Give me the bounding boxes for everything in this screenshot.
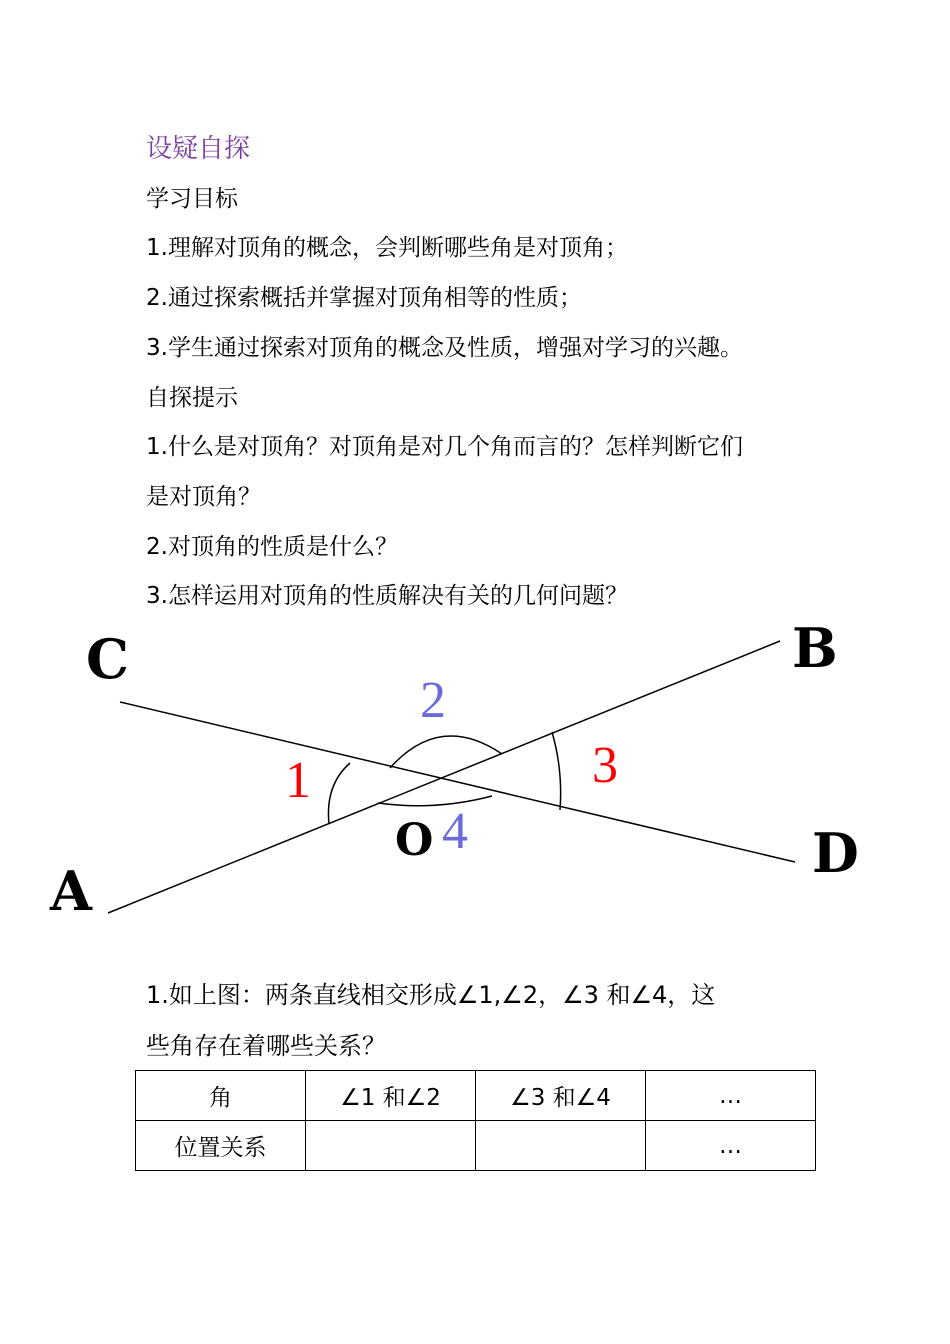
- angle-label-4: 4: [442, 803, 468, 860]
- question-line-1: 1.如上图：两条直线相交形成∠1,∠2，∠3 和∠4，这: [146, 981, 716, 1009]
- angle-1-arc: [328, 763, 350, 824]
- table-cell: ∠1 和∠2: [306, 1071, 476, 1121]
- table-cell: …: [646, 1121, 816, 1171]
- angle-label-1: 1: [285, 752, 311, 809]
- point-label-c: C: [86, 627, 129, 691]
- table-row: [136, 1121, 816, 1171]
- table-cell[interactable]: [476, 1121, 646, 1171]
- hint-item-1-cont: 是对顶角？: [146, 484, 261, 510]
- hint-item-3: 3.怎样运用对顶角的性质解决有关的几何问题？: [146, 583, 628, 609]
- relationship-table: [135, 1070, 816, 1171]
- goal-item-2: 2.通过探索概括并掌握对顶角相等的性质；: [146, 285, 582, 311]
- vertical-angles-figure: [0, 610, 950, 930]
- table-cell: ∠3 和∠4: [476, 1071, 646, 1121]
- hints-title: 自探提示: [146, 385, 238, 411]
- table-cell[interactable]: [306, 1121, 476, 1171]
- hint-item-1: 1.什么是对顶角？对顶角是对几个角而言的？怎样判断它们: [146, 434, 743, 460]
- point-label-b: B: [792, 616, 838, 680]
- point-label-d: D: [812, 821, 859, 885]
- table-cell: 角: [136, 1071, 306, 1121]
- angle-label-2: 2: [420, 672, 446, 729]
- goal-item-3: 3.学生通过探索对顶角的概念及性质，增强对学习的兴趣。: [146, 335, 743, 361]
- goal-item-1: 1.理解对顶角的概念，会判断哪些角是对顶角；: [146, 235, 628, 261]
- angle-label-3: 3: [592, 737, 618, 794]
- table-cell: …: [646, 1071, 816, 1121]
- hint-item-2: 2.对顶角的性质是什么？: [146, 534, 398, 560]
- point-label-o: O: [395, 815, 434, 866]
- table-cell: 位置关系: [136, 1121, 306, 1171]
- question-line-2: 些角存在着哪些关系？: [146, 1032, 386, 1060]
- angle-2-arc: [390, 736, 502, 768]
- goals-title: 学习目标: [146, 186, 238, 212]
- angle-3-arc: [552, 732, 561, 810]
- section-heading: 设疑自探: [146, 134, 251, 164]
- point-label-a: A: [50, 859, 92, 923]
- table-header-row: [136, 1071, 816, 1121]
